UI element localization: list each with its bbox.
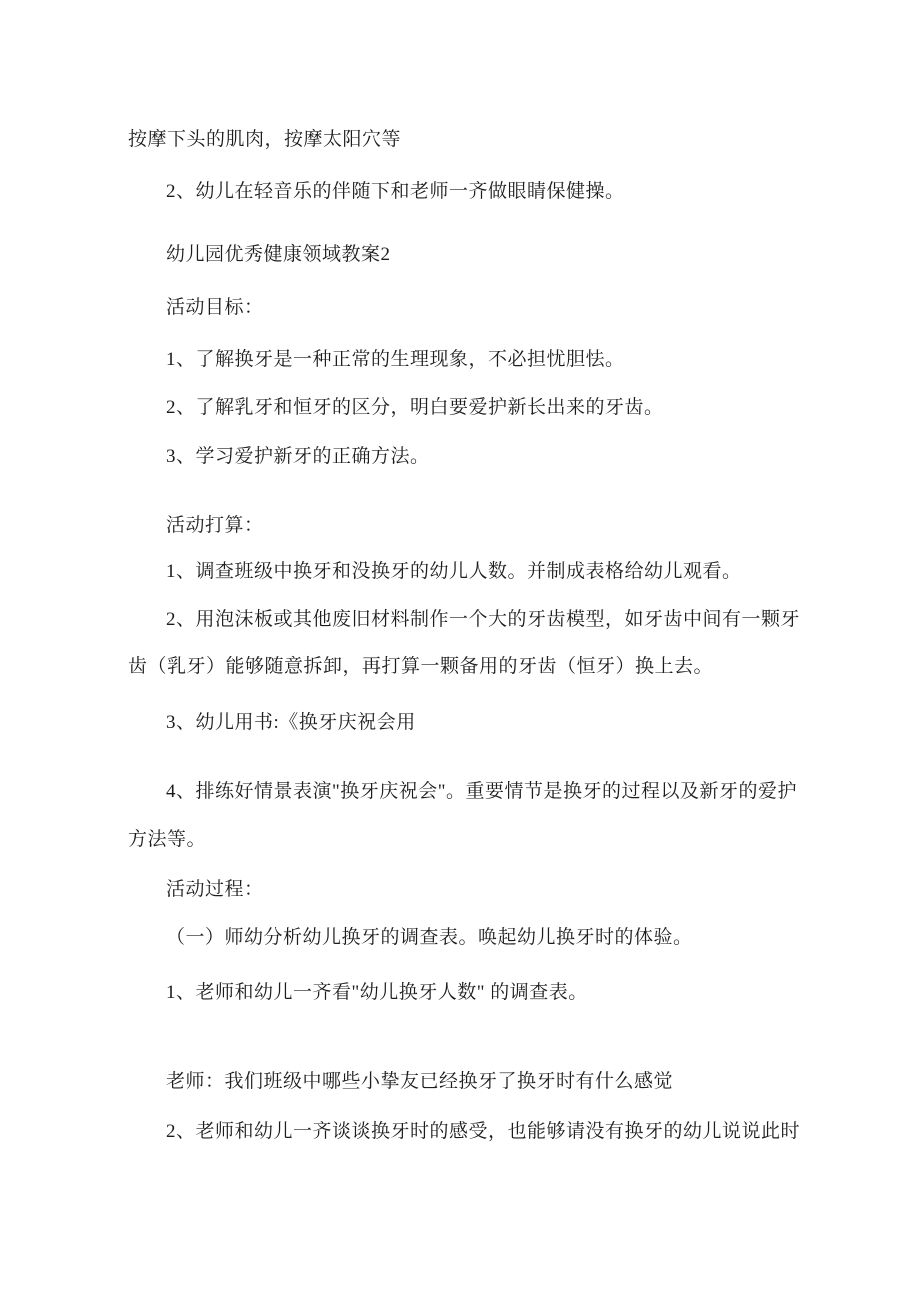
paragraph-line: 3、学习爱护新牙的正确方法。 (166, 446, 430, 467)
paragraph-line: 2、老师和幼儿一齐谈谈换牙时的感受，也能够请没有换牙的幼儿说说此时 (166, 1121, 801, 1142)
paragraph-line: 活动打算： (166, 515, 264, 536)
paragraph-line: 1、了解换牙是一种正常的生理现象，不必担忧胆怯。 (166, 349, 625, 370)
paragraph-line: 2、了解乳牙和恒牙的区分，明白要爱护新长出来的牙齿。 (166, 397, 664, 418)
paragraph-line: 1、调查班级中换牙和没换牙的幼儿人数。并制成表格给幼儿观看。 (166, 561, 742, 582)
paragraph-line: 2、用泡沫板或其他废旧材料制作一个大的牙齿模型，如牙齿中间有一颗牙 (166, 609, 801, 630)
paragraph-line: 2、幼儿在轻音乐的伴随下和老师一齐做眼睛保健操。 (166, 181, 625, 202)
paragraph-line: 齿（乳牙）能够随意拆卸，再打算一颗备用的牙齿（恒牙）换上去。 (128, 656, 714, 677)
paragraph-line: 1、老师和幼儿一齐看"幼儿换牙人数" 的调查表。 (166, 982, 588, 1003)
paragraph-line: 活动目标： (166, 297, 264, 318)
paragraph-line: 活动过程： (166, 879, 264, 900)
paragraph-line: 按摩下头的肌肉，按摩太阳穴等 (128, 129, 402, 150)
paragraph-line: （一）师幼分析幼儿换牙的调查表。唤起幼儿换牙时的体验。 (166, 927, 693, 948)
paragraph-line: 方法等。 (128, 829, 207, 850)
paragraph-line: 4、排练好情景表演"换牙庆祝会"。重要情节是换牙的过程以及新牙的爱护 (166, 781, 798, 802)
section-title: 幼儿园优秀健康领域教案2 (166, 244, 391, 265)
paragraph-line: 老师：我们班级中哪些小挚友已经换牙了换牙时有什么感觉 (166, 1071, 674, 1092)
paragraph-line: 3、幼儿用书:《换牙庆祝会用 (166, 712, 416, 733)
